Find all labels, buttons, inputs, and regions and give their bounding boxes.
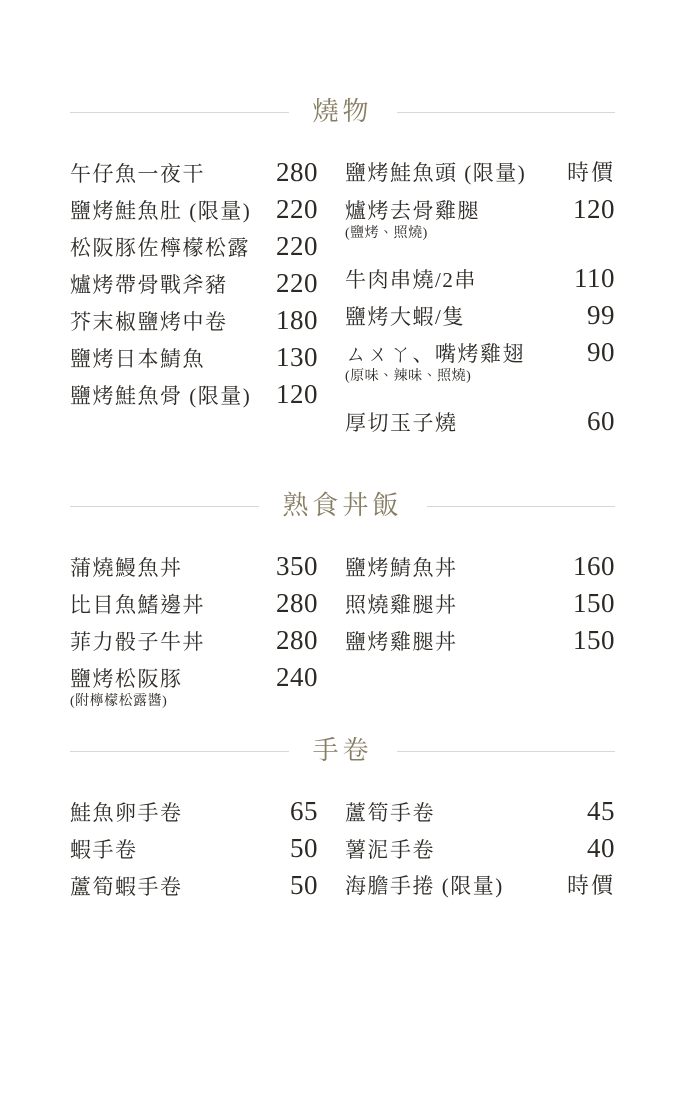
item-name: 蒲燒鰻魚丼 [70,556,183,580]
item-price: 65 [290,796,318,826]
item-price: 220 [276,268,318,298]
item-name: 蘆筍蝦手卷 [70,875,183,899]
section-title: 熟食丼飯 [282,491,403,520]
item-note: (附檸檬松露醬) [70,694,168,709]
menu-item [345,585,615,622]
item-price: 150 [573,625,615,655]
items-column-left [70,793,318,904]
item-price: 130 [276,342,318,372]
menu-item [345,548,615,585]
item-price: 60 [587,406,615,436]
menu-item-note-row [345,228,615,260]
menu-item [345,622,615,659]
menu-item [70,265,318,302]
menu-item [345,191,615,228]
items-column-right [345,793,615,904]
item-name: 鮭魚卵手卷 [70,801,183,825]
menu-item [70,154,318,191]
menu-item [70,622,318,659]
item-price: 120 [573,194,615,224]
divider-line-right [427,506,616,507]
section-header [70,733,615,769]
menu-item [70,830,318,867]
item-price: 45 [587,796,615,826]
items-column-left [70,154,318,413]
item-name: 芥末椒鹽烤中卷 [70,310,228,334]
item-price: 90 [587,337,615,367]
menu-item [70,339,318,376]
item-name: 海膽手捲 (限量) [345,874,504,898]
menu-item [70,228,318,265]
items-column-right [345,154,615,440]
menu-item [345,830,615,867]
section-rice-bowls [70,488,615,728]
divider-line-left [70,112,289,113]
menu-item [70,659,318,696]
section-grilled [70,94,615,440]
item-name: 牛肉串燒/2串 [345,268,477,292]
item-name: 鹽烤松阪豚 [70,667,183,691]
section-items [70,793,615,904]
item-price: 280 [276,625,318,655]
section-items [70,154,615,440]
menu-item [70,867,318,904]
item-price: 50 [290,833,318,863]
item-name: 鹽烤鯖魚丼 [345,556,458,580]
item-price: 240 [276,662,318,692]
item-price: 99 [587,300,615,330]
item-price: 220 [276,231,318,261]
divider-line-right [397,112,616,113]
section-header [70,94,615,130]
menu-item [345,793,615,830]
menu-item [70,191,318,228]
item-price: 280 [276,588,318,618]
menu-item [70,302,318,339]
item-name: 爐烤帶骨戰斧豬 [70,273,228,297]
item-name: 爐烤去骨雞腿 [345,199,480,223]
menu-item [345,334,615,371]
menu-item-note-row [70,696,318,728]
item-name: 薯泥手卷 [345,838,435,862]
item-name: 鹽烤日本鯖魚 [70,347,205,371]
section-title: 手卷 [312,736,373,765]
menu-item [70,548,318,585]
item-price: 220 [276,194,318,224]
item-name: 照燒雞腿丼 [345,593,458,617]
item-price: 180 [276,305,318,335]
items-column-left [70,548,318,728]
divider-line-right [397,751,616,752]
section-items [70,548,615,728]
menu-item [70,585,318,622]
item-name: 鹽烤雞腿丼 [345,630,458,654]
section-hand-rolls [70,733,615,904]
item-note: (原味、辣味、照燒) [345,369,472,384]
restaurant-menu-page [0,94,681,1118]
divider-line-left [70,751,289,752]
item-name: 鹽烤鮭魚肚 (限量) [70,199,252,223]
item-price: 50 [290,870,318,900]
divider-line-left [70,506,259,507]
item-price: 350 [276,551,318,581]
item-price: 40 [587,833,615,863]
menu-item [70,376,318,413]
menu-item-note-row [345,371,615,403]
item-price: 160 [573,551,615,581]
menu-item [345,867,615,904]
menu-item [345,403,615,440]
menu-item [345,260,615,297]
item-name: 鹽烤大蝦/隻 [345,305,465,329]
item-name: 鹽烤鮭魚骨 (限量) [70,384,252,408]
item-name: 比目魚鰭邊丼 [70,593,205,617]
item-price: 時價 [566,160,615,185]
items-column-right [345,548,615,659]
menu-item [345,154,615,191]
item-name: 蝦手卷 [70,838,138,862]
item-price: 時價 [566,873,615,898]
menu-item [70,793,318,830]
section-header [70,488,615,524]
item-price: 150 [573,588,615,618]
menu-item [345,297,615,334]
section-title: 燒物 [312,97,373,126]
item-name: 松阪豚佐檸檬松露 [70,236,250,260]
item-name: 午仔魚一夜干 [70,162,205,186]
item-price: 120 [276,379,318,409]
item-name: 厚切玉子燒 [345,411,458,435]
item-note: (鹽烤、照燒) [345,226,428,241]
item-price: 110 [574,263,615,293]
item-name: 菲力骰子牛丼 [70,630,205,654]
item-name: ㄙㄨㄚ、嘴烤雞翅 [345,342,525,366]
item-name: 鹽烤鮭魚頭 (限量) [345,161,527,185]
item-price: 280 [276,157,318,187]
item-name: 蘆筍手卷 [345,801,435,825]
